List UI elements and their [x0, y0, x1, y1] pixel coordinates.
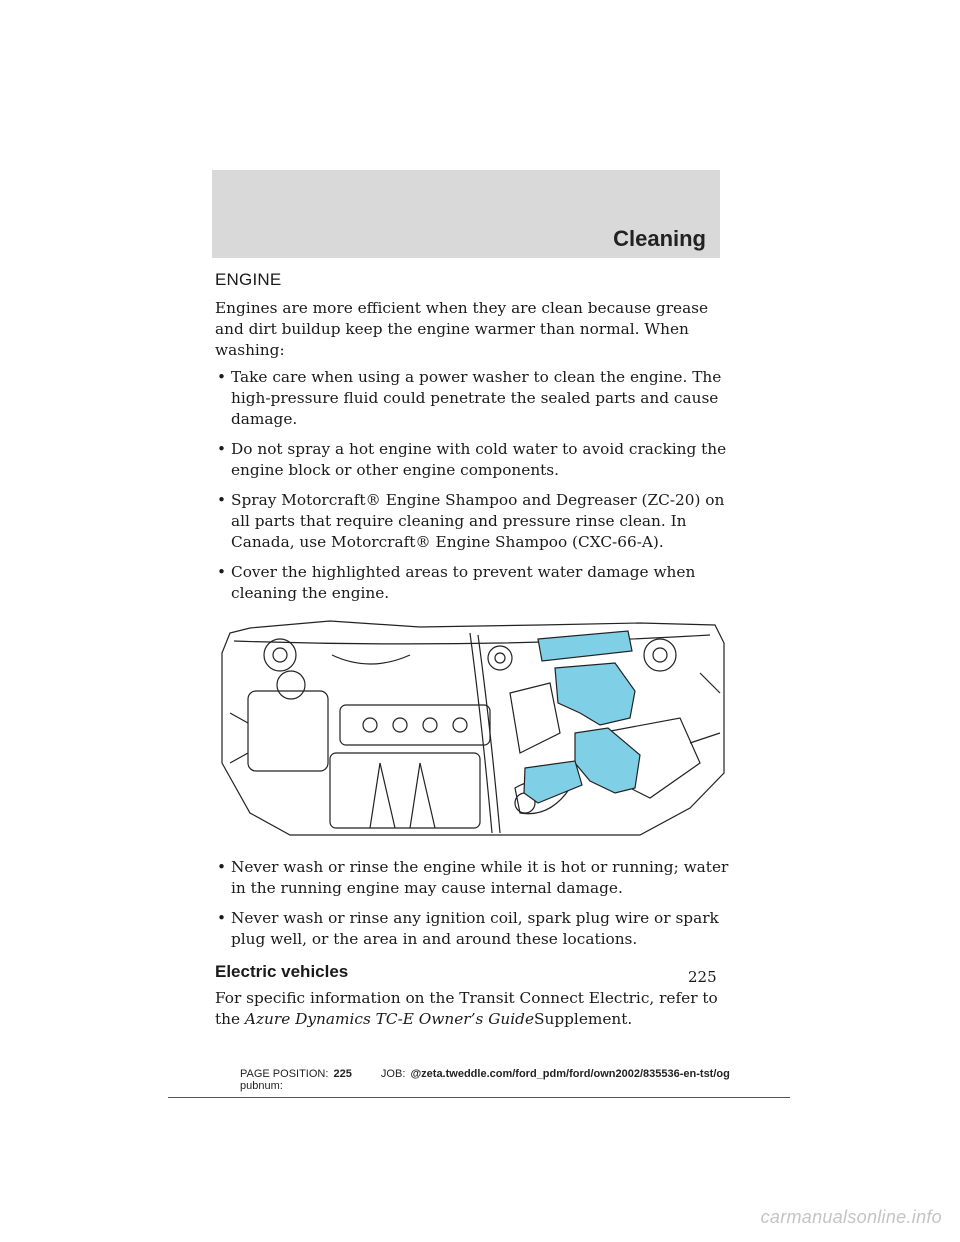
page-position-value: 225	[333, 1068, 352, 1080]
list-item: • Take care when using a power washer to clean the engine. The high-pressure fluid could penetrate the sealed parts and cause damage.	[215, 367, 730, 430]
list-item: • Do not spray a hot engine with cold water to avoid cracking the engine block or other engine components.	[215, 439, 730, 481]
electric-text-before: For specific information on the Transit Connect Electric, refer to the	[215, 989, 718, 1028]
watermark: carmanualsonline.info	[760, 1207, 942, 1227]
page-number: 225	[688, 968, 717, 986]
engine-compartment-drawing	[220, 613, 726, 843]
guide-title: Azure Dynamics TC-E Owner’s Guide	[244, 1010, 535, 1028]
section-header-band	[212, 170, 720, 258]
list-item: • Never wash or rinse the engine while it is hot or running; water in the running engine may cause internal damage.	[215, 857, 730, 899]
engine-intro: Engines are more efficient when they are clean because grease and dirt buildup keep the engine warmer than normal. When washing:	[215, 299, 709, 359]
electric-vehicles-heading: Electric vehicles	[215, 962, 349, 981]
list-item: • Spray Motorcraft® Engine Shampoo and Degreaser (ZC-20) on all parts that require cleaning and pressure rinse clean. In Canada, use Motorcraft® Engine Shampoo (CXC-66-A).	[215, 490, 730, 553]
job-label: JOB:	[380, 1068, 406, 1080]
list-item: • Never wash or rinse any ignition coil, spark plug wire or spark plug well, or the area in and around these locations.	[215, 908, 730, 950]
job-value: @zeta.tweddle.com/ford_pdm/ford/own2002/835536-en-tst/og	[410, 1068, 730, 1080]
electric-vehicles-text	[215, 988, 730, 1030]
engine-illustration	[220, 613, 726, 843]
page-content	[215, 270, 730, 1036]
section-title: Cleaning	[613, 226, 706, 251]
engine-heading: ENGINE	[215, 270, 282, 289]
washing-warnings-list	[215, 857, 730, 950]
covered-areas-highlight	[524, 631, 640, 803]
footer-divider	[168, 1097, 790, 1098]
list-item: • Cover the highlighted areas to prevent water damage when cleaning the engine.	[215, 562, 730, 604]
print-footer	[240, 1068, 780, 1092]
page-position-label: PAGE POSITION:	[240, 1068, 329, 1080]
pubnum-label: pubnum:	[240, 1080, 283, 1092]
washing-tips-list	[215, 367, 730, 604]
electric-text-after: Supplement.	[534, 1010, 633, 1028]
